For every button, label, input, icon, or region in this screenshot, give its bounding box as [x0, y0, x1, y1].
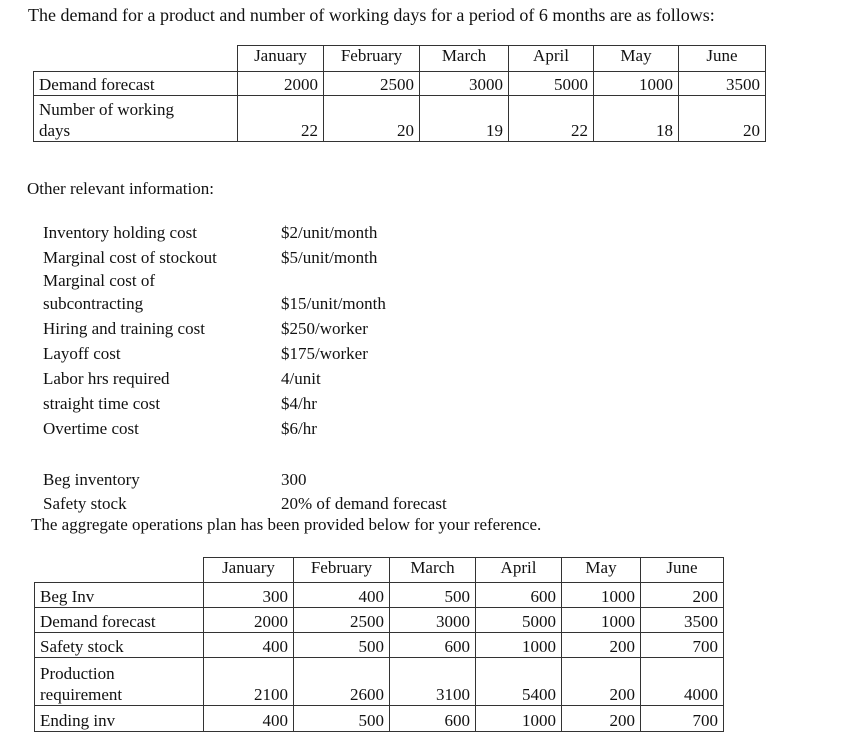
cost-label: Inventory holding cost [43, 223, 197, 242]
demand-table [33, 45, 766, 142]
intro-text: The demand for a product and number of working days for a period of 6 months are as follows: [28, 5, 715, 25]
table-cell: 200 [641, 583, 724, 608]
cost-value: $250/worker [281, 319, 368, 338]
demand-label: Demand forecast [34, 72, 238, 96]
workdays-cell: 22 [509, 96, 594, 142]
table-cell: 500 [390, 583, 476, 608]
month-header: May [562, 558, 641, 583]
cost-label: Marginal cost of [43, 271, 156, 290]
table-row [35, 706, 724, 732]
row-label: Beg Inv [35, 583, 204, 608]
table-cell: 300 [204, 583, 294, 608]
table-row [35, 608, 724, 633]
cost-label: Layoff cost [43, 344, 121, 363]
demand-cell: 2000 [238, 72, 324, 96]
cost-value: $6/hr [281, 419, 317, 438]
table-cell: 2000 [204, 608, 294, 633]
demand-cell: 2500 [324, 72, 420, 96]
table-cell: 400 [204, 633, 294, 658]
table-cell: 600 [390, 706, 476, 732]
cost-label: Marginal cost of stockout [43, 248, 217, 267]
month-header: April [509, 46, 594, 72]
cost-value: $5/unit/month [281, 248, 378, 267]
table-cell: 700 [641, 706, 724, 732]
table-cell: 2500 [294, 608, 390, 633]
cost-value: 4/unit [281, 369, 321, 388]
table-cell: 2100 [204, 658, 294, 706]
beg-inventory-value: 300 [281, 470, 307, 489]
table-cell: 3100 [390, 658, 476, 706]
safety-stock-label: Safety stock [43, 494, 127, 513]
month-header: February [324, 46, 420, 72]
plan-intro-text: The aggregate operations plan has been provided below for your reference. [31, 515, 542, 534]
table-cell: 500 [294, 633, 390, 658]
table-row [35, 633, 724, 658]
table-cell: 200 [562, 633, 641, 658]
table-cell: 200 [562, 706, 641, 732]
cost-value: $4/hr [281, 394, 317, 413]
corner-cell [35, 558, 204, 583]
month-header: January [204, 558, 294, 583]
safety-stock-value: 20% of demand forecast [281, 494, 447, 513]
workdays-cell: 19 [420, 96, 509, 142]
table-row [35, 583, 724, 608]
month-header: June [641, 558, 724, 583]
aggregate-plan-table [34, 557, 724, 732]
table-cell: 2600 [294, 658, 390, 706]
table-cell: 700 [641, 633, 724, 658]
table-cell: 400 [294, 583, 390, 608]
cost-label: Overtime cost [43, 419, 139, 438]
table-cell: 600 [476, 583, 562, 608]
table-cell: 600 [390, 633, 476, 658]
cost-label: Labor hrs required [43, 369, 170, 388]
table-cell: 1000 [562, 608, 641, 633]
demand-cell: 3000 [420, 72, 509, 96]
cost-label: straight time cost [43, 394, 161, 413]
other-info-heading: Other relevant information: [27, 179, 214, 198]
table-cell: 1000 [476, 706, 562, 732]
workdays-cell: 20 [679, 96, 766, 142]
demand-cell: 1000 [594, 72, 679, 96]
beg-inventory-label: Beg inventory [43, 470, 140, 489]
row-label [35, 658, 204, 706]
row-label: Demand forecast [35, 608, 204, 633]
row-label-line-1: Production [40, 664, 115, 684]
demand-cell: 5000 [509, 72, 594, 96]
month-header: April [476, 558, 562, 583]
workdays-cell: 20 [324, 96, 420, 142]
workdays-cell: 22 [238, 96, 324, 142]
month-header: February [294, 558, 390, 583]
cost-value: $175/worker [281, 344, 368, 363]
workdays-cell: 18 [594, 96, 679, 142]
cost-label: Hiring and training cost [43, 319, 205, 338]
month-header: January [238, 46, 324, 72]
cost-label: subcontracting [43, 294, 144, 313]
cost-value: $2/unit/month [281, 223, 378, 242]
table-cell: 3000 [390, 608, 476, 633]
demand-cell: 3500 [679, 72, 766, 96]
corner-cell [34, 46, 238, 72]
table-row [35, 658, 724, 706]
table-cell: 3500 [641, 608, 724, 633]
table-cell: 400 [204, 706, 294, 732]
table-cell: 5400 [476, 658, 562, 706]
row-label: Safety stock [35, 633, 204, 658]
table-cell: 200 [562, 658, 641, 706]
row-label: Ending inv [35, 706, 204, 732]
workdays-label [34, 96, 238, 142]
month-header: May [594, 46, 679, 72]
table-cell: 1000 [476, 633, 562, 658]
month-header: March [390, 558, 476, 583]
table-cell: 500 [294, 706, 390, 732]
month-header: June [679, 46, 766, 72]
table-cell: 1000 [562, 583, 641, 608]
row-label-line-2: requirement [40, 684, 123, 704]
table-cell: 5000 [476, 608, 562, 633]
workdays-label-line-2: days [39, 120, 71, 140]
table-cell: 4000 [641, 658, 724, 706]
workdays-label-line-1: Number of working [39, 100, 175, 120]
cost-value: $15/unit/month [281, 294, 386, 313]
month-header: March [420, 46, 509, 72]
